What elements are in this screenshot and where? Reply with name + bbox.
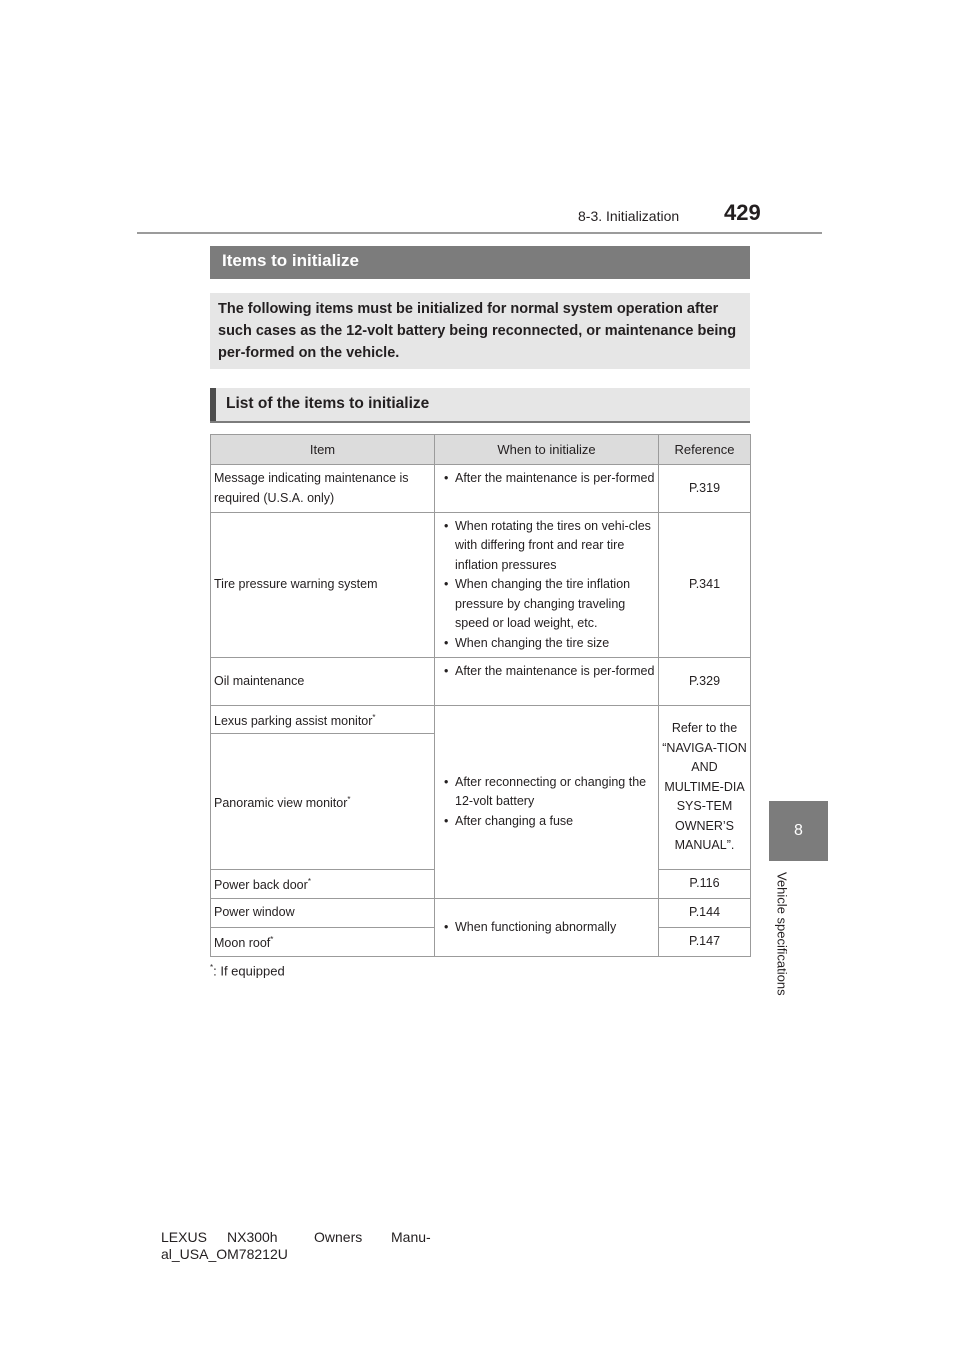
section-title: 8-3. Initialization bbox=[578, 208, 680, 224]
when-cell bbox=[435, 899, 659, 957]
footnote bbox=[210, 963, 285, 978]
when-cell bbox=[435, 465, 659, 513]
col-header-reference: Reference bbox=[659, 435, 751, 465]
chapter-label: Vehicle specifications bbox=[774, 872, 790, 996]
when-bullet: • After reconnecting or changing the 12-volt battery bbox=[438, 773, 655, 812]
item-label: Panoramic view monitor bbox=[214, 795, 348, 810]
footer-word: NX300h bbox=[227, 1229, 278, 1245]
header-rule bbox=[137, 232, 822, 234]
reference-cell[interactable]: P.144 bbox=[659, 899, 751, 928]
when-cell bbox=[435, 706, 659, 899]
subsection-rule bbox=[210, 421, 750, 423]
table-header-row bbox=[211, 435, 751, 465]
footnote-text: : If equipped bbox=[213, 963, 285, 979]
reference-cell[interactable]: P.116 bbox=[659, 870, 751, 899]
col-header-item: Item bbox=[211, 435, 435, 465]
footnote-mark: * bbox=[210, 963, 214, 972]
footnote-mark: * bbox=[372, 712, 376, 722]
table-row bbox=[211, 465, 751, 513]
chapter-tab[interactable] bbox=[769, 801, 828, 861]
item-cell bbox=[211, 706, 435, 734]
table-row bbox=[211, 513, 751, 658]
when-cell bbox=[435, 658, 659, 706]
item-cell bbox=[211, 870, 435, 899]
reference-cell[interactable]: Refer to the “NAVIGA-TION AND MULTIME-DIA SYS-TEM OWNER’S MANUAL”. bbox=[659, 706, 751, 870]
footnote-mark: * bbox=[270, 935, 274, 945]
when-bullet: • After the maintenance is per-formed bbox=[438, 469, 655, 489]
reference-cell[interactable]: P.329 bbox=[659, 658, 751, 706]
footer-word: Owners bbox=[314, 1229, 363, 1245]
when-bullet: • After changing a fuse bbox=[438, 812, 655, 832]
when-bullet: • When changing the tire size bbox=[438, 634, 655, 654]
footer-word: Manu- bbox=[391, 1229, 431, 1245]
item-cell: Oil maintenance bbox=[211, 658, 435, 706]
when-bullet: • When changing the tire inflation pressure by changing traveling speed or load weight, etc. bbox=[438, 575, 655, 634]
subsection-heading: List of the items to initialize bbox=[210, 388, 750, 422]
when-bullet: • When functioning abnormally bbox=[438, 918, 655, 938]
item-label: Moon roof bbox=[214, 936, 271, 951]
item-cell: Power window bbox=[211, 899, 435, 928]
table-row bbox=[211, 899, 751, 928]
initialize-table bbox=[210, 434, 751, 957]
footnote-mark: * bbox=[347, 794, 351, 804]
reference-cell[interactable]: P.341 bbox=[659, 513, 751, 658]
table-row bbox=[211, 658, 751, 706]
page-number: 429 bbox=[724, 200, 761, 225]
reference-cell[interactable]: P.147 bbox=[659, 928, 751, 957]
when-cell bbox=[435, 513, 659, 658]
reference-cell[interactable]: P.319 bbox=[659, 465, 751, 513]
item-cell: Tire pressure warning system bbox=[211, 513, 435, 658]
chapter-number: 8 bbox=[794, 822, 803, 839]
item-cell bbox=[211, 928, 435, 957]
when-bullet: • When rotating the tires on vehi-cles with differing front and rear tire inflation pressures bbox=[438, 517, 655, 576]
intro-text: The following items must be initialized for normal system operation after such cases as the 12-volt battery being reconnected, or maintenance being per-formed on the vehicle. bbox=[210, 293, 750, 369]
col-header-when: When to initialize bbox=[435, 435, 659, 465]
footer-line-2: al_USA_OM78212U bbox=[161, 1246, 288, 1262]
item-label: Power back door bbox=[214, 878, 308, 893]
item-cell bbox=[211, 734, 435, 870]
when-bullet: • After the maintenance is per-formed bbox=[438, 662, 655, 682]
item-label: Lexus parking assist monitor bbox=[214, 713, 373, 728]
section-heading: Items to initialize bbox=[210, 246, 750, 279]
footnote-mark: * bbox=[307, 877, 311, 887]
footer-word: LEXUS bbox=[161, 1229, 207, 1245]
document-footer bbox=[161, 1229, 431, 1263]
item-cell: Message indicating maintenance is required (U.S.A. only) bbox=[211, 465, 435, 513]
table-row bbox=[211, 706, 751, 734]
